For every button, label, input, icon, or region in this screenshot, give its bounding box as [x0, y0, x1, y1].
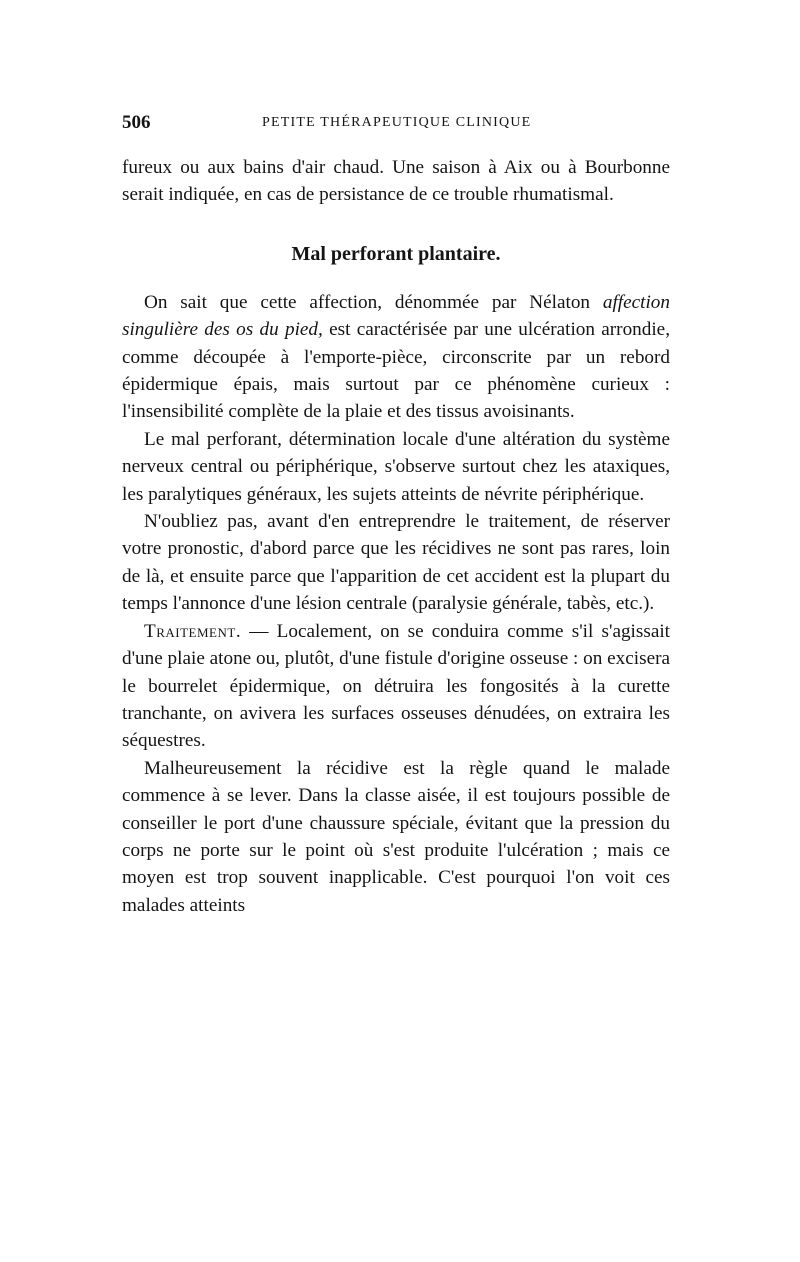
paragraph-treatment [122, 618, 670, 755]
page-number: 506 [122, 112, 151, 133]
book-page [122, 112, 670, 919]
treatment-label: Traitement. [144, 620, 242, 642]
paragraph-text: — Localement, on se conduira comme s'il s'agissait d'une plaie atone ou, plutôt, d'une fistule d'origine osseuse : on excisera le bourrelet épidermique, on détruira les fongosités à la curette tranchante, on avivera les surfaces osseuses dénudées, on extraira les séquestres. [122, 620, 671, 752]
paragraph-recurrence: Malheureusement la récidive est la règle quand le malade commence à se lever. Dans la classe aisée, il est toujours possible de conseiller le port d'une chaussure spéciale, évitant que la pression du corps ne porte sur le point où s'est produite l'ulcération ; mais ce moyen est trop souvent inapplicable. C'est pourquoi l'on voit ces malades atteints [122, 757, 670, 916]
paragraph-definition [122, 289, 670, 426]
section-heading: Mal perforant plantaire. [291, 242, 501, 265]
body-text [122, 154, 670, 919]
paragraph-text: est caractérisée par une ulcération arrondie, comme découpée à l'emporte-pièce, circonscrite par un rebord épidermique épais, mais surtout par ce phénomène curieux : l'insensibilité complète de la plaie et des tissus avoisinants. [122, 319, 670, 423]
running-head [122, 112, 670, 136]
running-title: PETITE THÉRAPEUTIQUE CLINIQUE [262, 115, 532, 130]
paragraph-prognosis: N'oubliez pas, avant d'en entreprendre le traitement, de réserver votre pronostic, d'abord parce que les récidives ne sont pas rares, loin de là, et ensuite parce que l'apparition de cet accident est la plupart du temps l'annonce d'une lésion centrale (paralysie générale, tabès, etc.). [122, 511, 670, 615]
paragraph-etiology: Le mal perforant, détermination locale d'une altération du système nerveux central ou périphérique, s'observe surtout chez les ataxiques, les paralytiques généraux, les sujets atteints de névrite périphérique. [122, 428, 670, 505]
paragraph-text: On sait que cette affection, dénommée par Nélaton [144, 291, 603, 313]
paragraph-continuation: fureux ou aux bains d'air chaud. Une saison à Aix ou à Bourbonne serait indiquée, en cas de persistance de ce trouble rhumatismal. [122, 157, 670, 206]
italic-quote: affection singulière des os du pied, [122, 291, 670, 341]
